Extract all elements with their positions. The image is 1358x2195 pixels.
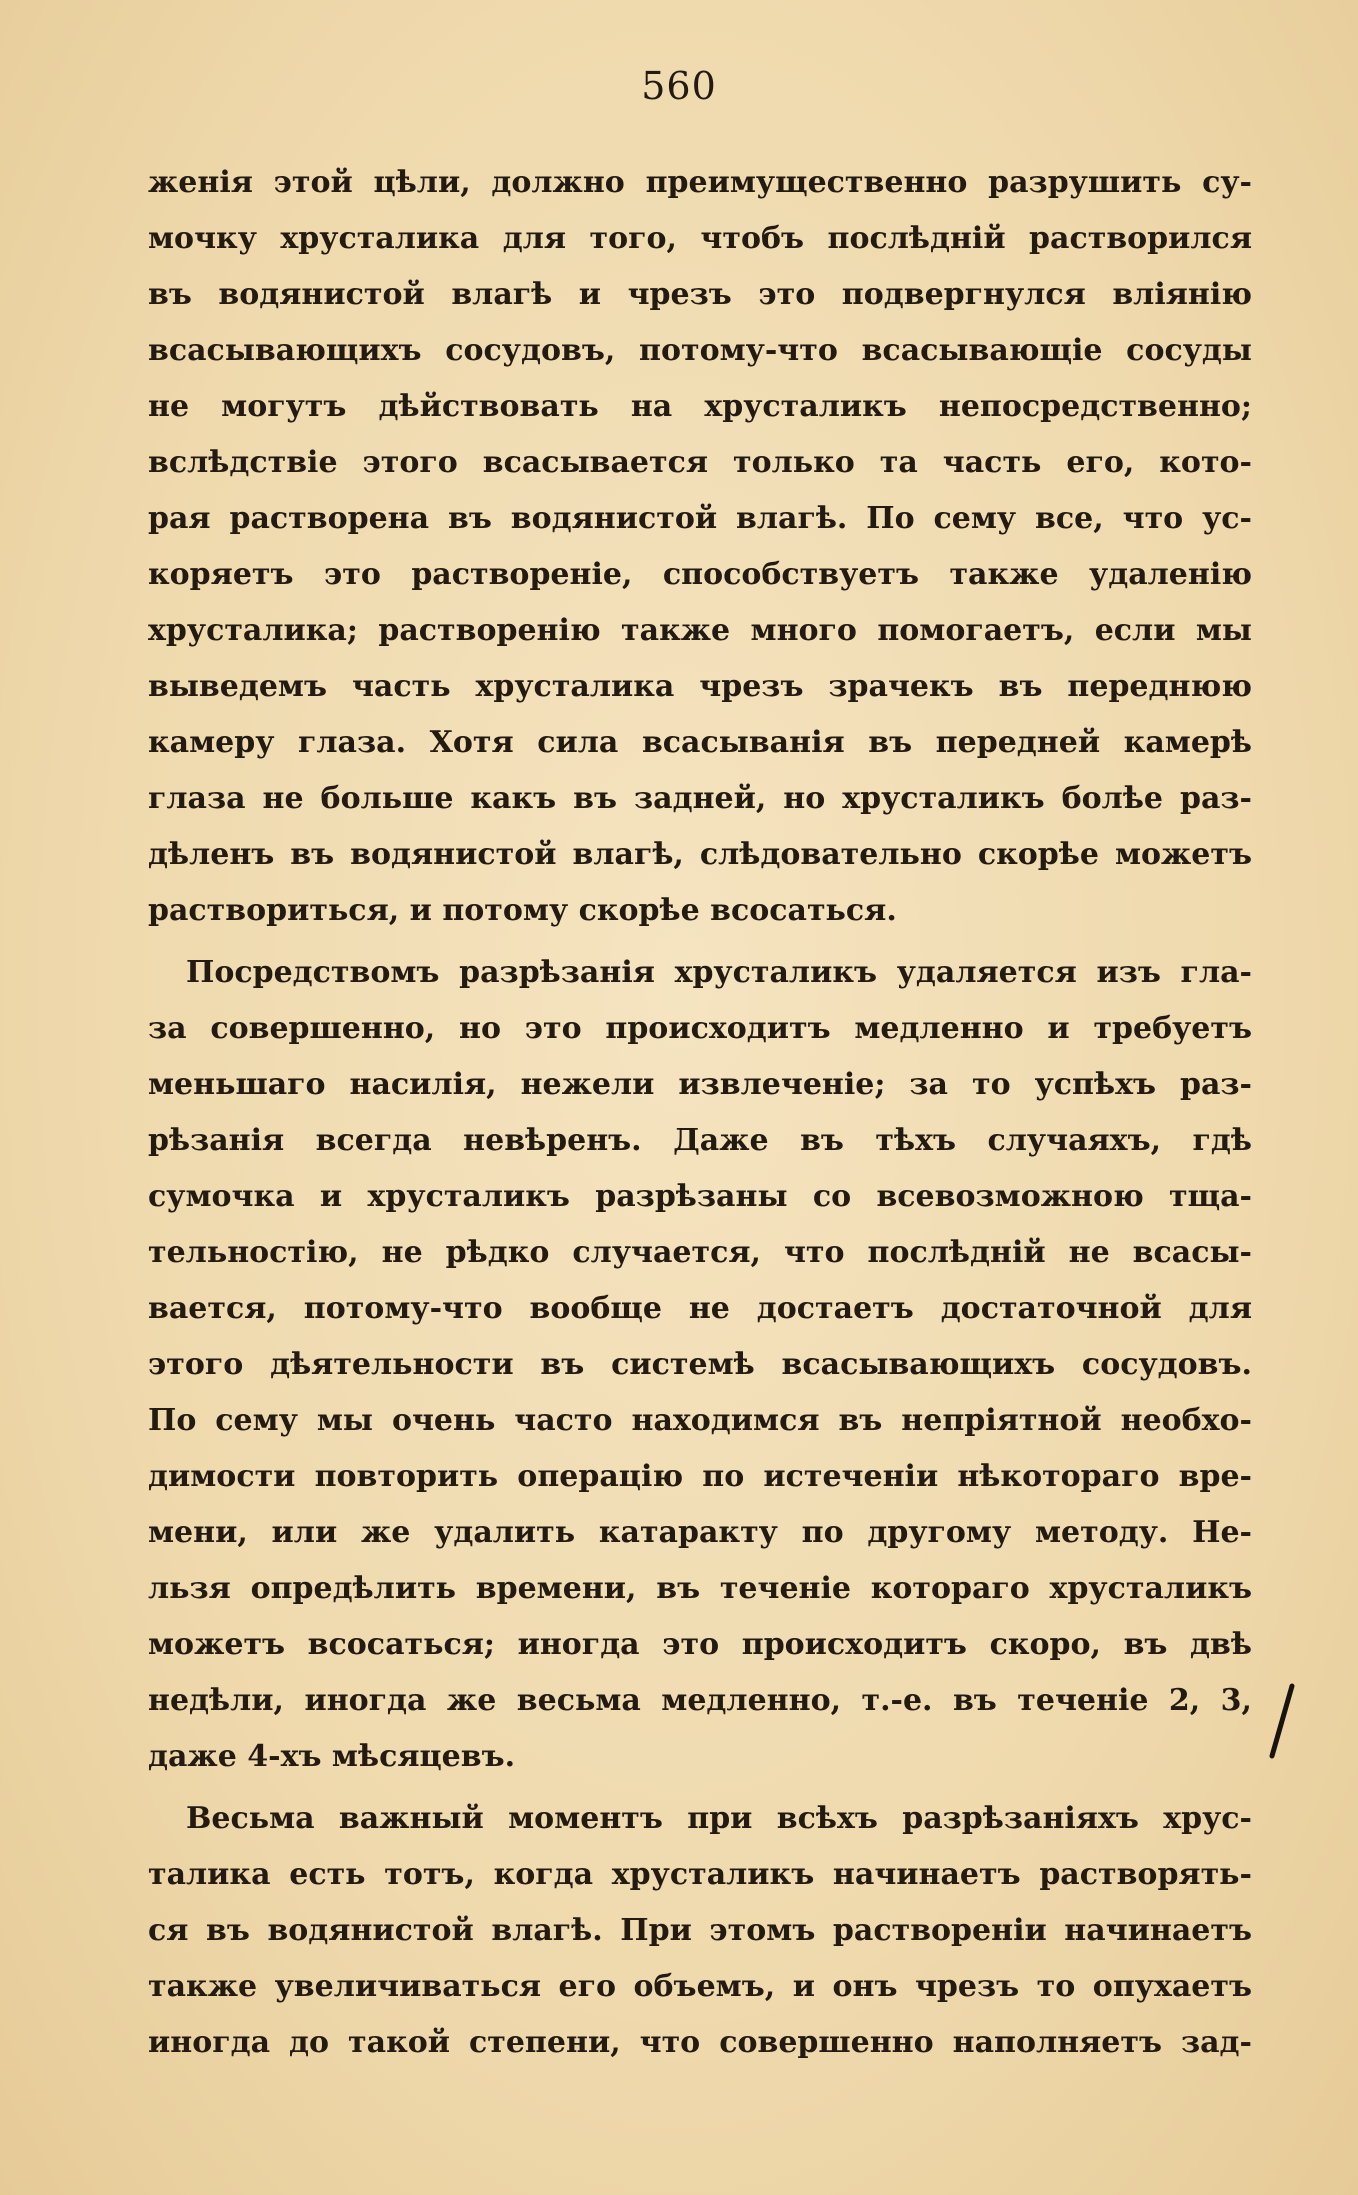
- text-line: димости повторить операцію по истеченіи нѣкотораго вре-: [148, 1459, 1252, 1494]
- text-line: льзя опредѣлить времени, въ теченіе котораго хрусталикъ: [148, 1571, 1252, 1606]
- text-line: сумочка и хрусталикъ разрѣзаны со всевозможною тща-: [148, 1179, 1252, 1214]
- text-line: дѣленъ въ водянистой влагѣ, слѣдовательно скорѣе можетъ: [148, 837, 1252, 872]
- text-line: хрусталика; растворенію также много помогаетъ, если мы: [148, 613, 1252, 648]
- text-line: коряетъ это раствореніе, способствуетъ также удаленію: [148, 557, 1252, 592]
- text-line: рая растворена въ водянистой влагѣ. По сему все, что ус-: [148, 501, 1252, 536]
- text-line: недѣли, иногда же весьма медленно, т.-е. въ теченіе 2, 3,: [148, 1683, 1252, 1718]
- text-line: талика есть тотъ, когда хрусталикъ начинаетъ растворять-: [148, 1857, 1252, 1892]
- text-line: выведемъ часть хрусталика чрезъ зрачекъ въ переднюю: [148, 669, 1252, 704]
- paragraph: [148, 945, 1252, 1785]
- text-line: Посредствомъ разрѣзанія хрусталикъ удаляется изъ гла-: [186, 955, 1252, 990]
- body-text: [148, 155, 1252, 2071]
- text-line: за совершенно, но это происходитъ медленно и требуетъ: [148, 1011, 1252, 1046]
- text-line: глаза не больше какъ въ задней, но хрусталикъ болѣе раз-: [148, 781, 1252, 816]
- text-line: камеру глаза. Хотя сила всасыванія въ передней камерѣ: [148, 725, 1252, 760]
- text-line: можетъ всосаться; иногда это происходитъ скоро, въ двѣ: [148, 1627, 1252, 1662]
- text-line: раствориться, и потому скорѣе всосаться.: [148, 893, 897, 928]
- text-line: этого дѣятельности въ системѣ всасывающихъ сосудовъ.: [148, 1347, 1252, 1382]
- text-line: иногда до такой степени, что совершенно наполняетъ зад-: [148, 2025, 1252, 2060]
- text-line: не могутъ дѣйствовать на хрусталикъ непосредственно;: [148, 389, 1252, 424]
- text-line: въ водянистой влагѣ и чрезъ это подвергнулся вліянію: [148, 277, 1252, 312]
- text-line: меньшаго насилія, нежели извлеченіе; за то успѣхъ раз-: [148, 1067, 1252, 1102]
- text-line: женія этой цѣли, должно преимущественно разрушить су-: [148, 165, 1252, 200]
- text-line: вается, потому-что вообще не достаетъ достаточной для: [148, 1291, 1252, 1326]
- text-line: всасывающихъ сосудовъ, потому-что всасывающіе сосуды: [148, 333, 1252, 368]
- text-line: По сему мы очень часто находимся въ непріятной необхо-: [148, 1403, 1252, 1438]
- text-line: рѣзанія всегда невѣренъ. Даже въ тѣхъ случаяхъ, гдѣ: [148, 1123, 1252, 1158]
- page-number: 560: [641, 64, 717, 108]
- text-line: даже 4-хъ мѣсяцевъ.: [148, 1739, 516, 1774]
- text-line: вслѣдствіе этого всасывается только та часть его, кото-: [148, 445, 1252, 480]
- text-line: тельностію, не рѣдко случается, что послѣдній не всасы-: [148, 1235, 1252, 1270]
- pencil-mark-icon: [1262, 1682, 1302, 1762]
- text-line: мени, или же удалить катаракту по другому методу. Не-: [148, 1515, 1252, 1550]
- text-line: ся въ водянистой влагѣ. При этомъ раствореніи начинаетъ: [148, 1913, 1252, 1948]
- text-line: Весьма важный моментъ при всѣхъ разрѣзаніяхъ хрус-: [186, 1801, 1252, 1836]
- text-line: также увеличиваться его объемъ, и онъ чрезъ то опухаетъ: [148, 1969, 1252, 2004]
- paragraph: [148, 155, 1252, 939]
- text-line: мочку хрусталика для того, чтобъ послѣдній растворился: [148, 221, 1252, 256]
- paragraph: [148, 1791, 1252, 2071]
